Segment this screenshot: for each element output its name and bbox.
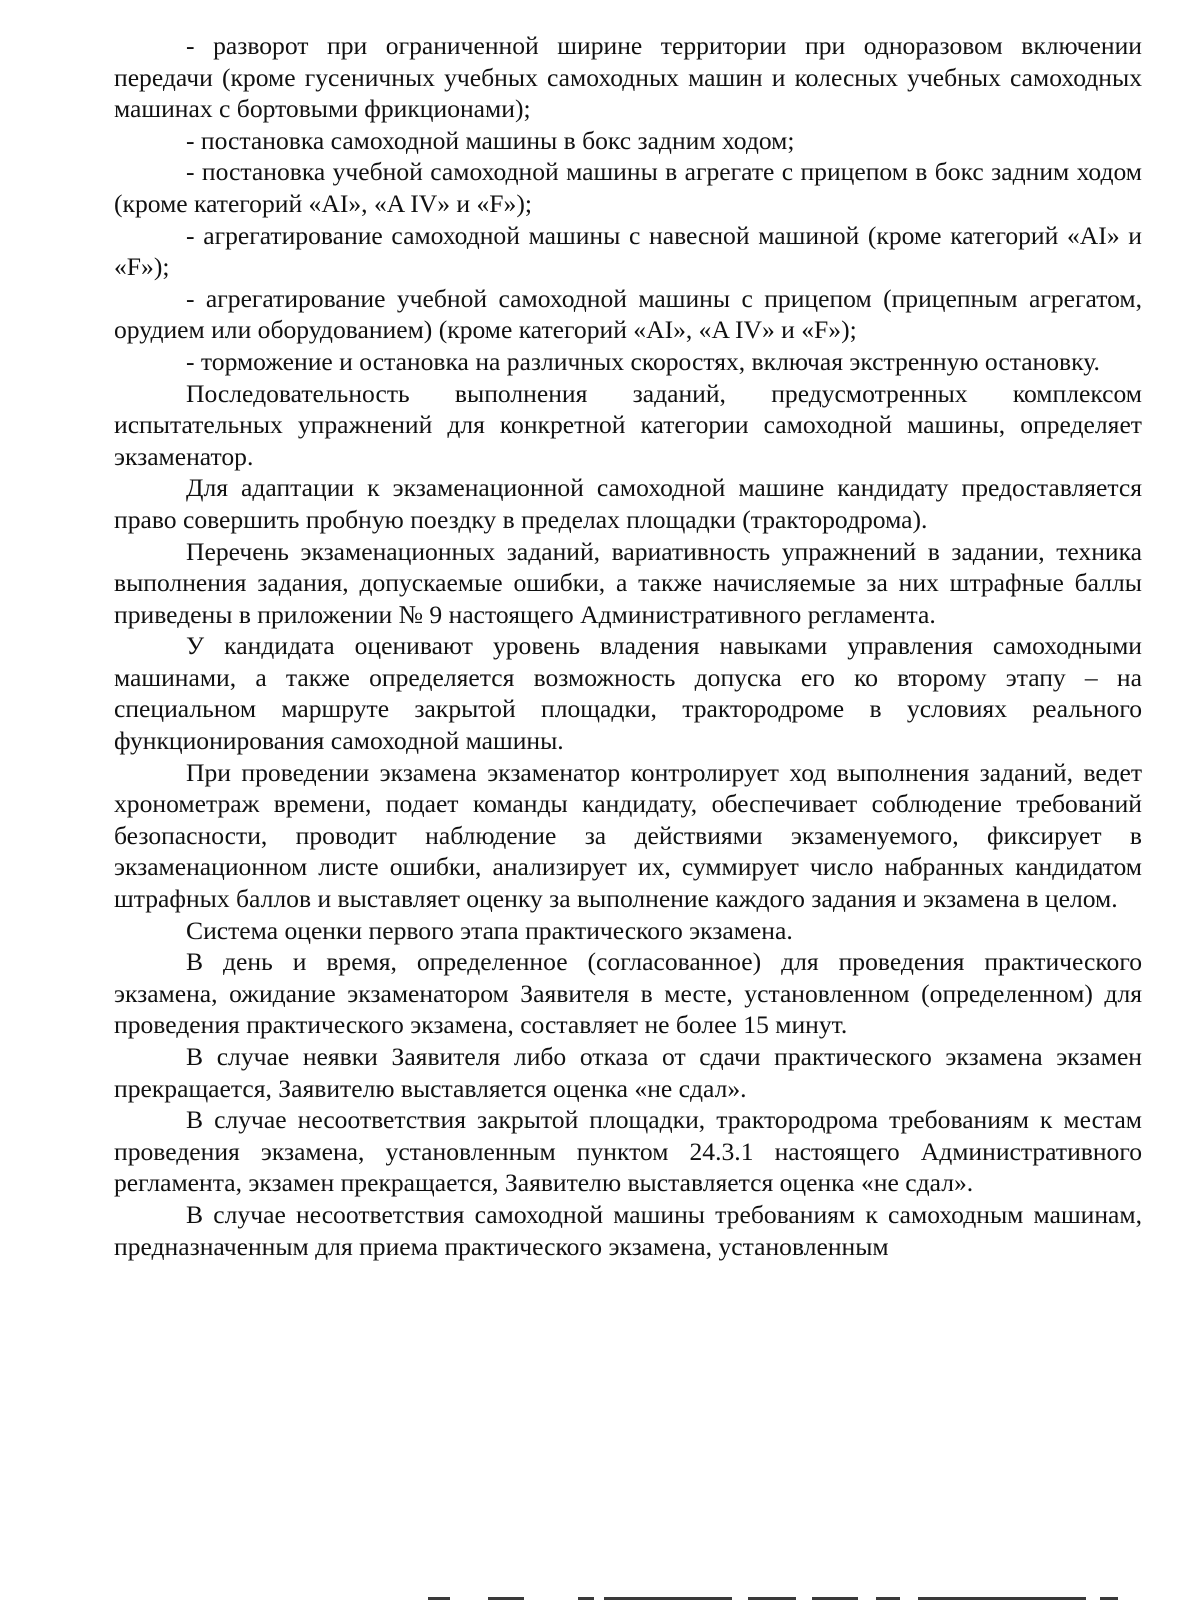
paragraph-examiner-duties: При проведении экзамена экзаменатор контролирует ход выполнения заданий, ведет хронометраж времени, подает команды кандидату, обеспечивает соблюдение требований безопасности, проводит наблюдение за действиями экзаменуемого, фиксирует в экзаменационном листе ошибки, анализирует их, суммирует число набранных кандидатом штрафных баллов и выставляет оценку за выполнение каждого задания и экзамена в целом. [114, 757, 1142, 914]
scan-artifact-line [876, 1597, 900, 1600]
scan-artifact-line [488, 1597, 524, 1600]
paragraph-skill-assessment: У кандидата оценивают уровень владения навыками управления самоходными машинами, а также определяется возможность допуска его ко второму этапу – на специальном маршруте закрытой площадки, трактородроме в условиях реального функционирования самоходной машины. [114, 631, 1142, 756]
paragraph-task-list: Перечень экзаменационных заданий, вариативность упражнений в задании, техника выполнения задания, допускаемые ошибки, а также начисляемые за них штрафные баллы приведены в приложении № 9 настоящего Административного регламента. [114, 536, 1142, 629]
document-body [114, 30, 1142, 1262]
paragraph-braking: - торможение и остановка на различных скоростях, включая экстренную остановку. [186, 346, 1100, 376]
paragraph-waiting-time: В день и время, определенное (согласованное) для проведения практического экзамена, ожидание экзаменатором Заявителя в месте, установленном (определенном) для проведения практического экзамена, составляет не более 15 минут. [114, 947, 1142, 1040]
paragraph-box-reverse: - постановка самоходной машины в бокс задним ходом; [186, 125, 795, 155]
paragraph-task-sequence: Последовательность выполнения заданий, предусмотренных комплексом испытательных упражнений для конкретной категории самоходной машины, определяет экзаменатор. [114, 378, 1142, 471]
paragraph-machine-mismatch: В случае несоответствия самоходной машины требованиям к самоходным машинам, предназначенным для приема практического экзамена, установленным [114, 1199, 1142, 1261]
scan-artifact-line [812, 1597, 858, 1600]
paragraph-turnaround: - разворот при ограниченной ширине территории при одноразовом включении передачи (кроме гусеничных учебных самоходных машин и колесных учебных самоходных машинах с бортовыми фрикционами); [114, 31, 1142, 124]
paragraph-trailer-coupling: - агрегатирование учебной самоходной машины с прицепом (прицепным агрегатом, орудием или оборудованием) (кроме категорий «AI», «A IV» и «F»); [114, 283, 1142, 345]
paragraph-no-show: В случае неявки Заявителя либо отказа от сдачи практического экзамена экзамен прекращается, Заявителю выставляется оценка «не сдал». [114, 1042, 1142, 1103]
paragraph-box-trailer: - постановка учебной самоходной машины в агрегате с прицепом в бокс задним ходом (кроме категорий «AI», «A IV» и «F»); [114, 157, 1142, 218]
paragraph-site-mismatch: В случае несоответствия закрытой площадки, трактородрома требованиям к местам проведения экзамена, установленным пунктом 24.3.1 настоящего Административного регламента, экзамен прекращается, Заявителю выставляется оценка «не сдал». [114, 1105, 1142, 1198]
paragraph-mounted-implement: - агрегатирование самоходной машины с навесной машиной (кроме категорий «AI» и «F»); [114, 220, 1142, 282]
scan-artifact-line [578, 1597, 594, 1600]
scan-artifact-line [1100, 1597, 1118, 1600]
paragraph-adaptation: Для адаптации к экзаменационной самоходной машине кандидату предоставляется право совершить пробную поездку в пределах площадки (трактородрома). [114, 473, 1142, 534]
scan-artifact-line [604, 1597, 732, 1600]
paragraph-grading-system: Система оценки первого этапа практического экзамена. [186, 915, 793, 945]
scan-artifact-line [748, 1597, 796, 1600]
scan-artifact-line [428, 1597, 450, 1600]
scan-artifact-line [918, 1597, 1086, 1600]
